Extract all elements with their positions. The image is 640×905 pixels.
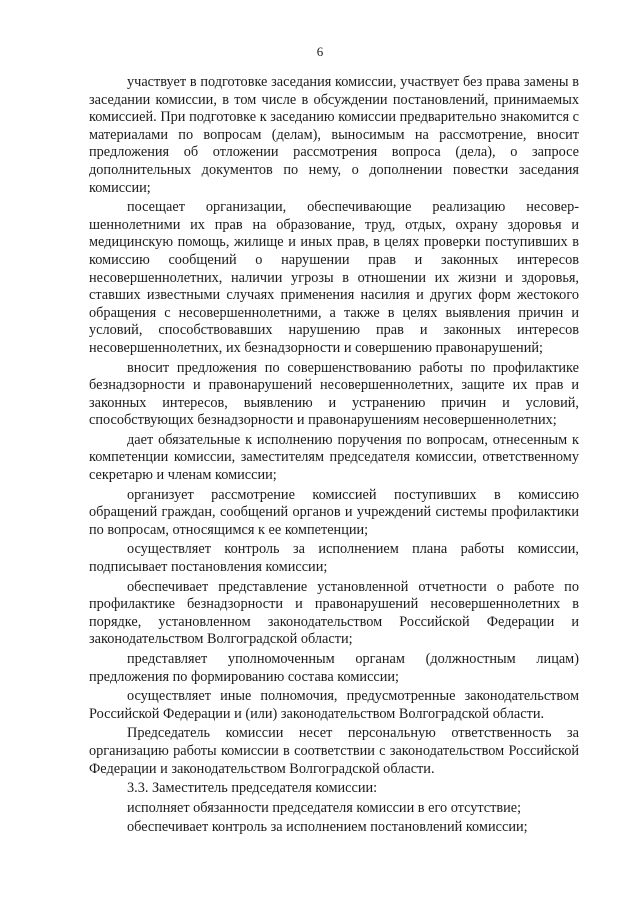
paragraph-prevention-proposals: вносит предложения по совершенствованию работы по профилактике безнадзорности и правонарушений несовершеннолетних, защите их прав и законных интересов, выявлению и устранению причин и условий, способствующих безнадзорности и правонарушениям несовершеннолетних; [89,359,579,429]
paragraph-visits-organizations: посещает организации, обеспечивающие реализацию несовершеннолетними их прав на образование, труд, отдых, охрану здоровья и медицинскую помощь, жилище и иных прав, в целях проверки поступивших в комиссию сообщений о нарушении прав и законных интересов несовершеннолетних, наличии угрозы в отношении их жизни и здоровья, ставших известными случаях применения насилия и других форм жестокого обращения с несовершеннолетними, а также в целях выявления причин и условий, способствовавших нарушению прав и законных интересов несовершеннолетних, их безнадзорности и совершению правонарушений; [89,199,579,356]
paragraph-composition-proposals: представляет уполномоченным органам (должностным лицам) предложения по формированию состава комиссии; [89,651,579,685]
paragraph-acting-chair: исполняет обязанности председателя комиссии в его отсутствие; [127,799,522,816]
paragraph-secretary-participation: участвует в подготовке заседания комиссии, участвует без права замены в заседании комиссии, в том числе в обсуждении постановлений, принимаемых комиссией. При подготовке к заседанию комиссии предварительно знакомится с материалами по вопросам (делам), выносимым на рассмотрение, вносит предложения об отложении рассмотрения вопроса (дела), о запросе дополнительных документов по нему, о дополнении повестки заседания комиссии; [89,74,579,196]
paragraph-reporting: обеспечивает представление установленной отчетности о работе по профилактике безнадзорности и правонарушений несовершеннолетних в порядке, установленном законодательством Российской Федерации и законодательством Волгоградской области; [89,578,579,648]
paragraph-other-powers: осуществляет иные полномочия, предусмотренные законодательством Российской Федерации и (или) законодательством Волгоградской области. [89,688,579,722]
paragraph-chair-responsibility: Председатель комиссии несет персональную ответственность за организацию работы комиссии в соответствии с законодательством Российской Федерации и законодательством Волгоградской области. [89,725,579,777]
document-body [89,74,579,837]
page-number: 6 [316,44,324,59]
paragraph-organizes-appeals: организует рассмотрение комиссией поступивших в комиссию обращений граждан, сообщений органов и учреждений системы профилактики по вопросам, относящимся к ее компетенции; [89,486,579,538]
paragraph-resolution-control: обеспечивает контроль за исполнением постановлений комиссии; [127,819,528,836]
paragraph-binding-instructions: дает обязательные к исполнению поручения по вопросам, отнесенным к компетенции комиссии, заместителям председателя комиссии, ответственному секретарю и членам комиссии; [89,431,579,484]
section-heading-deputy-chair: 3.3. Заместитель председателя комиссии: [127,780,378,797]
paragraph-plan-control: осуществляет контроль за исполнением плана работы комиссии, подписывает постановления комиссии; [89,541,579,576]
